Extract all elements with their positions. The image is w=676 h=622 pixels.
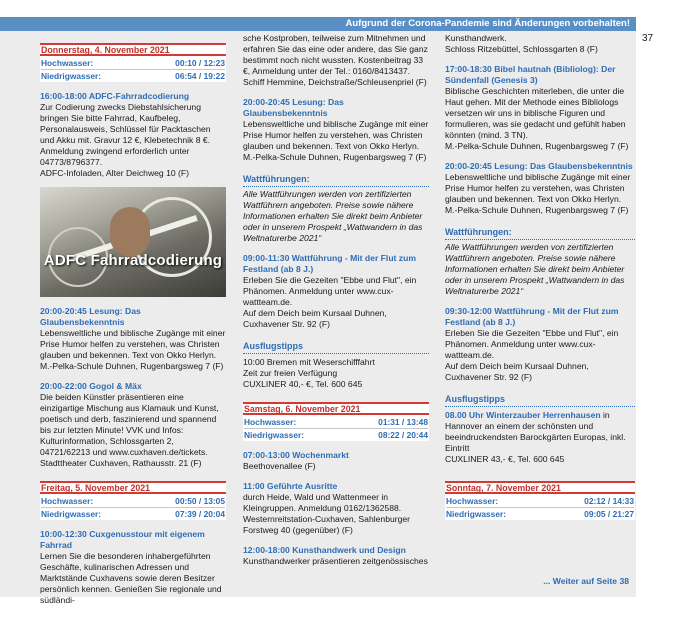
event: [243, 253, 429, 330]
event-title: 12:00-18:00 Kunsthandwerk und Design: [243, 545, 406, 555]
tide-low-row: [41, 71, 225, 81]
tide-times: 09:05 / 21:27: [584, 509, 634, 519]
event-place: Westernreitstation-Cuxhaven, Sahlenburger Forstweg 40 (gegenüber) (F): [243, 514, 411, 535]
tide-high-row: [41, 58, 225, 68]
event-place: M.-Pelka-Schule Duhnen, Rugenbargsweg 7 (F): [445, 205, 629, 215]
event-body: Die beiden Künstler präsentieren eine einzigartige Mischung aus Klamauk und Kunst, poetisch und derb, faszinierend und spannend bis zur letzten Minute! VVK und Infos: Kulturinformation, Schlossgarten 2, 04721/62213 und www.cuxhaven.de/tickets.: [40, 392, 219, 457]
tide-label: Niedrigwasser:: [446, 509, 507, 519]
section-title: Wattführungen:: [445, 226, 635, 240]
event-title: 11:00 Geführte Ausritte: [243, 481, 338, 491]
column-1: [40, 31, 226, 605]
event-title: 20:00-20:45 Lesung: Das Glaubensbekenntnis: [40, 306, 141, 327]
column-3: [445, 31, 635, 597]
event-body: Lernen Sie die besonderen inhabergeführten Geschäfte, kulinarischen Adressen und Marktstände Cuxhavens sowie deren Besitzer persönlich kennen. Genießen Sie regionale und südländi-: [40, 551, 222, 605]
section-body: Alle Wattführungen werden von zertifizierten Wattführern angeboten. Preise sowie nähere Informationen erhalten Sie direkt beim Anbieter oder in unserem Prospekt „Wattwandern in das Weltnaturerbe 2021“: [445, 242, 625, 296]
section-body: Alle Wattführungen werden von zertifizierten Wattführern angeboten. Preise sowie nähere Informationen erhalten Sie direkt beim Anbieter oder in unserem Prospekt „Wattwandern in das Weltnaturerbe 2021“: [243, 189, 423, 243]
event-body: Lebensweltliche und biblische Zugänge mit einer Prise Humor helfen zu verstehen, was Christen glauben und bekennen. Text von Okko Herlyn.: [243, 119, 429, 151]
ausflug-body: in Hannover an einem der schönsten und beeindruckendsten Barockgärten Europas, inkl. Eintritt: [445, 410, 626, 453]
event: [40, 91, 226, 179]
continued-link[interactable]: ... Weiter auf Seite 38: [543, 576, 629, 586]
event-place: Auf dem Deich beim Kursaal Duhnen, Cuxhavener Str. 92 (F): [445, 361, 589, 382]
top-banner: [0, 17, 636, 31]
ausflug-text: [445, 410, 635, 454]
day-title: Sonntag, 7. November 2021: [446, 483, 561, 493]
event-body: Kunsthandwerker präsentieren zeitgenössisches: [243, 556, 428, 566]
section-title: Ausflugstipps: [445, 393, 635, 407]
tide-divider: [446, 507, 634, 508]
event-body: sche Kostproben, teilweise zum Mitnehmen und erfahren Sie das eine oder andere, das Sie ganz bestimmt noch nicht wussten. Kostenbeitrag 33 €, Anmeldung unter der Tel.: 0160/8413437.: [243, 33, 428, 76]
tide-high-row: [41, 496, 225, 506]
event: [40, 529, 226, 606]
ausflug-section: [445, 393, 635, 465]
tide-low-row: [446, 509, 634, 519]
event-place: M.-Pelka-Schule Duhnen, Rugenbargsweg 7 (F): [445, 141, 629, 151]
tide-divider: [244, 428, 428, 429]
event-place: Auf dem Deich beim Kursaal Duhnen, Cuxhavener Str. 92 (F): [243, 308, 387, 329]
day-header: [445, 481, 635, 494]
photo-caption: ADFC Fahrradcodierung: [43, 252, 223, 269]
event-continued: [445, 33, 635, 55]
day-title: Donnerstag, 4. November 2021: [41, 45, 170, 55]
event-body: Zur Codierung zwecks Diebstahlsicherung bringen Sie bitte Fahrrad, Kaufbeleg, Personalausweis, Schlüssel für Packtaschen und Akku mit. Gravur 12 €, Klebetechnik 8 €. Anmeldung zwingend erforderlich unter 04773/8796377.: [40, 102, 211, 167]
event-place: Stadttheater Cuxhaven, Rathausstr. 21 (F): [40, 458, 202, 468]
section-title: Ausflugstipps: [243, 340, 429, 354]
tide-times: 02:12 / 14:33: [584, 496, 634, 506]
tide-label: Niedrigwasser:: [41, 71, 102, 81]
event: [445, 306, 635, 383]
event-body: Erleben Sie die Gezeiten "Ebbe und Flut", ein Phänomen. Anmeldung unter www.cux-wattteam.de.: [243, 275, 417, 307]
event-title: 16:00-18:00 ADFC-Fahrradcodierung: [40, 91, 190, 101]
watt-section: [243, 173, 429, 244]
tide-times: 08:22 / 20:44: [378, 430, 428, 440]
ausflug-line: Zeit zur freien Verfügung: [243, 368, 338, 378]
event-title: 20:00-22:00 Gogol & Mäx: [40, 381, 142, 391]
event: [445, 161, 635, 216]
event-title: 20:00-20:45 Lesung: Das Glaubensbekenntnis: [445, 161, 633, 171]
event-place: Beethovenallee (F): [243, 461, 316, 471]
event: [40, 381, 226, 469]
tide-high-row: [446, 496, 634, 506]
event: [243, 450, 429, 472]
ausflug-line: CUXLINER 43,- €, Tel. 600 645: [445, 454, 565, 464]
day-header: [40, 43, 226, 56]
event-place: M.-Pelka-Schule Duhnen, Rugenbargsweg 7 (F): [40, 361, 224, 371]
tide-times: 00:50 / 13:05: [175, 496, 225, 506]
event-body: durch Heide, Wald und Wattenmeer in Kleingruppen. Anmeldung 0162/1362588.: [243, 492, 402, 513]
tide-label: Hochwasser:: [41, 58, 94, 68]
ausflug-section: [243, 340, 429, 390]
event: [445, 64, 635, 152]
banner-text: Aufgrund der Corona-Pandemie sind Änderungen vorbehalten!: [345, 18, 630, 29]
tide-times: 07:39 / 20:04: [175, 509, 225, 519]
event-place: M.-Pelka-Schule Duhnen, Rugenbargsweg 7 (F): [243, 152, 427, 162]
ausflug-line: CUXLINER 40,- €, Tel. 600 645: [243, 379, 363, 389]
event-title: 09:00-11:30 Wattführung - Mit der Flut zum Festland (ab 8 J.): [243, 253, 416, 274]
tide-label: Hochwasser:: [41, 496, 94, 506]
tide-divider: [41, 69, 225, 70]
tide-low-row: [244, 430, 428, 440]
tide-high-row: [244, 417, 428, 427]
tide-times: 00:10 / 12:23: [175, 58, 225, 68]
event-body: Erleben Sie die Gezeiten "Ebbe und Flut", ein Phänomen. Anmeldung unter www.cux-wattteam.de.: [445, 328, 619, 360]
tide-label: Hochwasser:: [446, 496, 499, 506]
event-place: Schloss Ritzebüttel, Schlossgarten 8 (F): [445, 44, 598, 54]
event-place: Schiff Hemmine, Deichstraße/Schleusenpriel (F): [243, 77, 427, 87]
event-title: 20:00-20:45 Lesung: Das Glaubensbekenntnis: [243, 97, 344, 118]
tide-low-row: [41, 509, 225, 519]
tide-label: Niedrigwasser:: [41, 509, 102, 519]
tide-table: [40, 56, 226, 82]
adfc-photo: [40, 187, 226, 297]
watt-section: [445, 226, 635, 297]
tide-times: 06:54 / 19:22: [175, 71, 225, 81]
tide-table: [243, 415, 429, 441]
event-body: Lebensweltliche und biblische Zugänge mit einer Prise Humor helfen zu verstehen, was Christen glauben und bekennen. Text von Okko Herlyn.: [445, 172, 631, 204]
event-body: Biblische Geschichten miterleben, die unter die Haut gehen. Mit der Methode eines Bibliologs versetzen wir uns in biblische Figuren und formulieren, was sie gedacht und gefühlt haben könnten (mind. 3 TN).: [445, 86, 626, 140]
event-title: 09:30-12:00 Wattführung - Mit der Flut zum Festland (ab 8 J.): [445, 306, 619, 327]
event-title: 17:00-18:30 Bibel hautnah (Bibliolog): Der Sündenfall (Genesis 3): [445, 64, 616, 85]
column-2: [243, 31, 429, 597]
event: [40, 306, 226, 372]
tide-label: Hochwasser:: [244, 417, 297, 427]
event-title: 07:00-13:00 Wochenmarkt: [243, 450, 349, 460]
event-place: ADFC-Infoladen, Alter Deichweg 10 (F): [40, 168, 190, 178]
event: [243, 545, 429, 567]
day-title: Freitag, 5. November 2021: [41, 483, 151, 493]
section-title: Wattführungen:: [243, 173, 429, 187]
day-header: [243, 402, 429, 415]
ausflug-lead: 08.00 Uhr Winterzauber Herrenhausen: [445, 410, 601, 420]
day-header: [40, 481, 226, 494]
photo-arm: [110, 207, 150, 257]
ausflug-line: 10:00 Bremen mit Weserschifffahrt: [243, 357, 375, 367]
tide-table: [40, 494, 226, 520]
event-body: Kunsthandwerk.: [445, 33, 507, 43]
day-title: Samstag, 6. November 2021: [244, 404, 361, 414]
tide-label: Niedrigwasser:: [244, 430, 305, 440]
event: [243, 481, 429, 536]
event-title: 10:00-12:30 Cuxgenusstour mit eigenem Fahrrad: [40, 529, 205, 550]
tide-table: [445, 494, 635, 520]
event: [243, 97, 429, 163]
tide-divider: [41, 507, 225, 508]
page-number: 37: [642, 33, 654, 44]
tide-times: 01:31 / 13:48: [378, 417, 428, 427]
event-continued: [243, 33, 429, 88]
event-body: Lebensweltliche und biblische Zugänge mit einer Prise Humor helfen zu verstehen, was Christen glauben und bekennen. Text von Okko Herlyn.: [40, 328, 226, 360]
